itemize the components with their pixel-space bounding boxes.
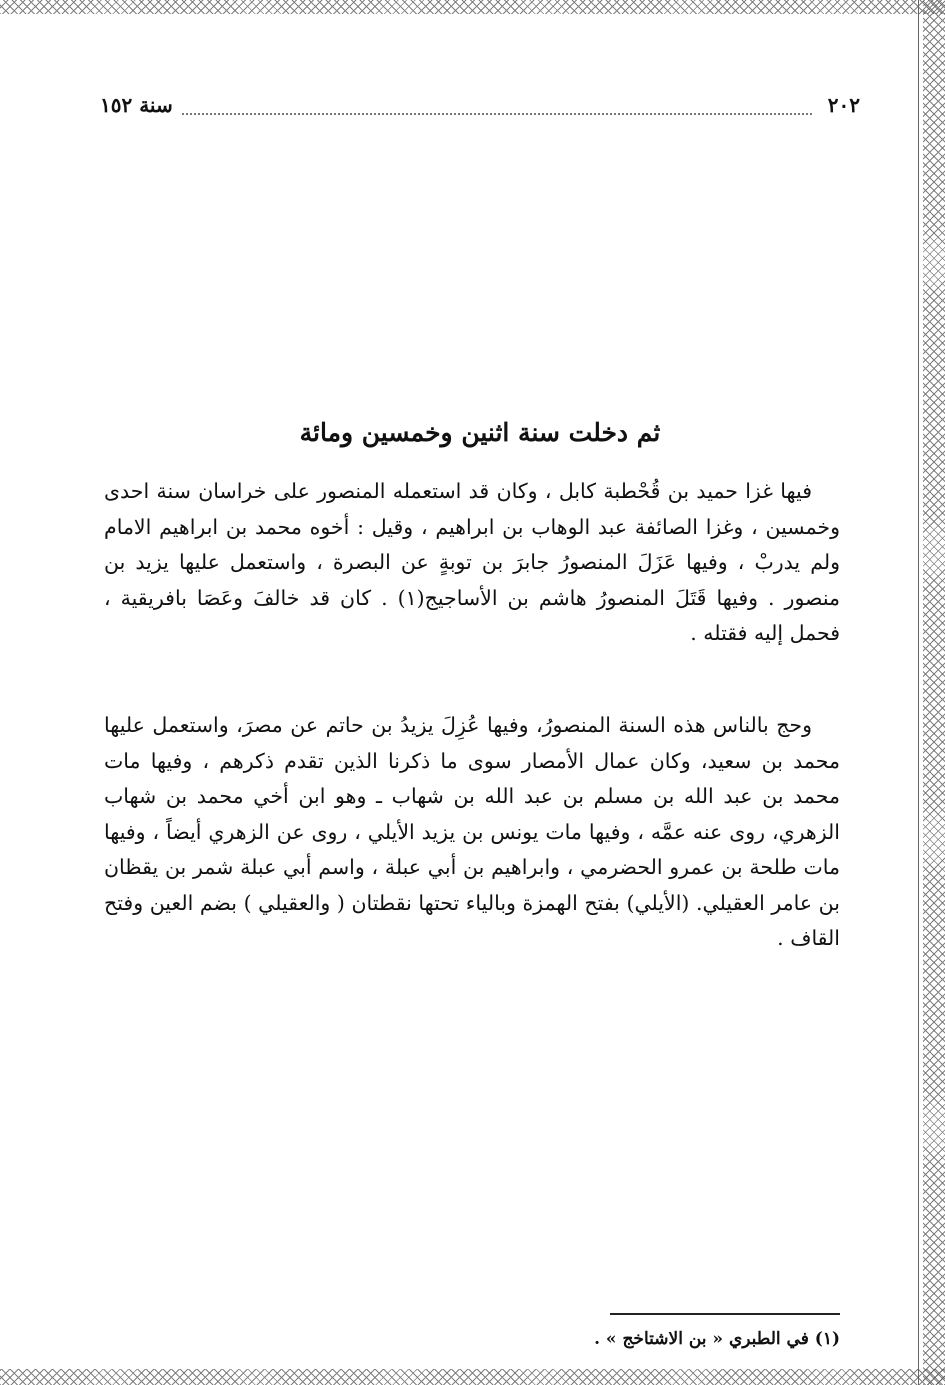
page-number: ٢٠٢: [827, 93, 860, 117]
footnote: (١) في الطبري « بن الاشتاخج » .: [594, 1329, 840, 1349]
paragraph-1: [104, 474, 840, 652]
page-header: [100, 93, 860, 123]
paragraph-2: [104, 708, 840, 957]
paragraph-text: وحج بالناس هذه السنة المنصورُ، وفيها عُزِلَ يزيدُ بن حاتم عن مصرَ، واستعمل عليها محمد بن سعيد، وكان عمال الأمصار سوى ما ذكرنا الذين تقدم ذكرهم ، وفيها مات محمد بن عبد الله بن مسلم بن عبد الله بن شهاب ـ وهو ابن أخي محمد بن شهاب الزهري، روى عنه عمَّه ، وفيها مات يونس بن يزيد الأيلي ، روى عن الزهري أيضاً ، وفيها مات طلحة بن عمرو الحضرمي ، وابراهيم بن أبي عبلة ، واسم أبي عبلة شمر بن يقظان بن عامر العقيلي. (الأيلي) بفتح الهمزة وبالياء تحتها نقطتان ( والعقيلي ) بضم العين وفتح القاف .: [104, 713, 840, 950]
decorative-border-bottom: [0, 1369, 945, 1385]
header-dotted-leader: [182, 113, 812, 115]
paragraph-text: فيها غزا حميد بن قُحْطبة كابل ، وكان قد استعمله المنصور على خراسان سنة احدى وخمسين ، وغزا الصائفة عبد الوهاب بن ابراهيم ، وقيل : أخوه محمد بن ابراهيم الامام ولم يدربْ ، وفيها عَزَلَ المنصورُ جابرَ بن توبةٍ عن البصرة ، واستعمل عليها يزيد بن منصور . وفيها قَتَلَ المنصورُ هاشم بن الأساجيج(١) . كان قد خالفَ وعَصَا بافريقية ، فحمل إليه فقتله .: [104, 479, 840, 645]
border-rule: [918, 0, 919, 1385]
footnote-rule: [610, 1313, 840, 1315]
decorative-border-top: [0, 0, 945, 14]
section-title: ثم دخلت سنة اثنين وخمسين ومائة: [299, 418, 661, 447]
decorative-border-right: [923, 0, 945, 1385]
running-head: سنة ١٥٢: [100, 93, 173, 117]
